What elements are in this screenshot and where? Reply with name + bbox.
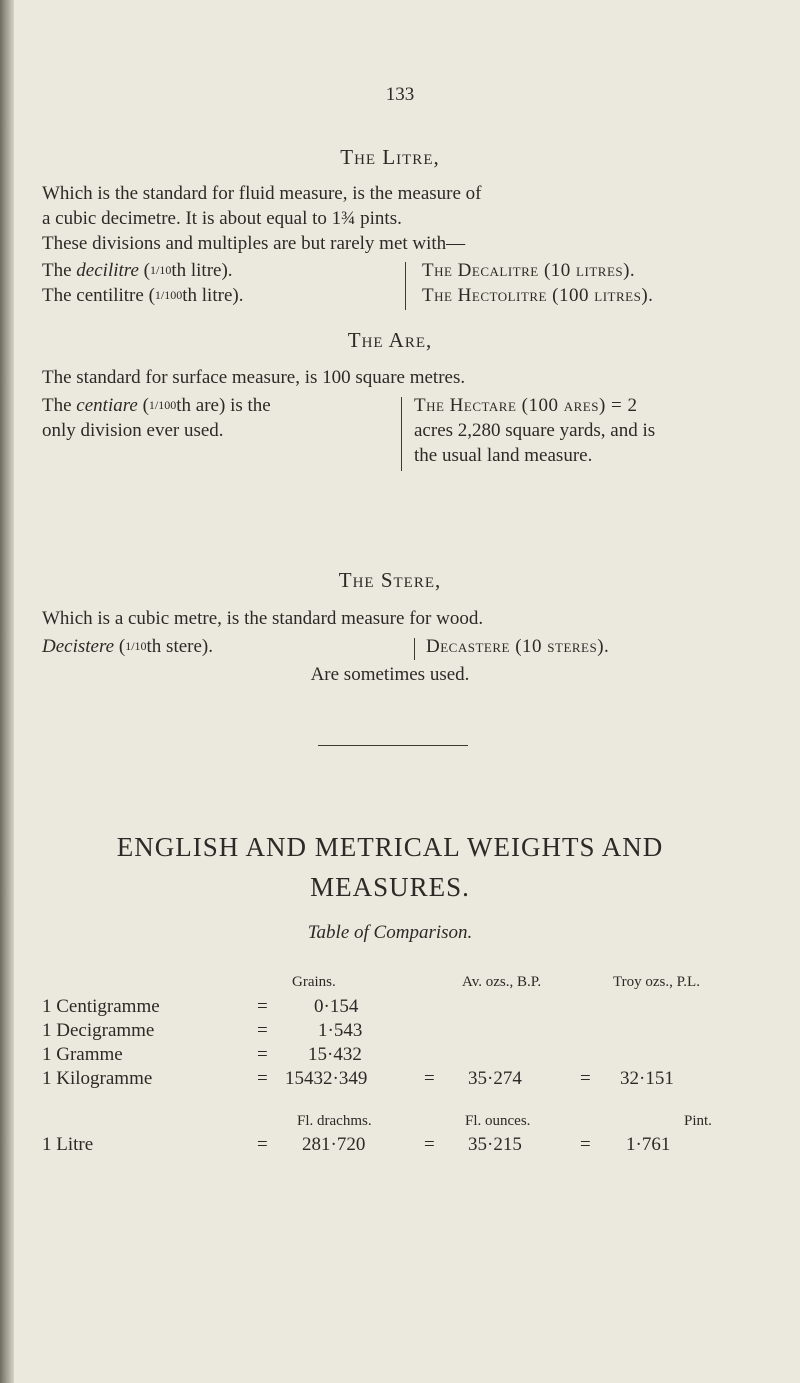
header-grains: Grains.	[292, 974, 336, 990]
hectare-line-3: the usual land measure.	[414, 445, 593, 466]
litre-line-2: a cubic decimetre. It is about equal to 1¾ pints.	[42, 208, 402, 229]
stere-line: Which is a cubic metre, is the standard measure for wood.	[42, 608, 484, 629]
centiare-name: centiare	[76, 395, 138, 416]
header-av-ozs: Av. ozs., B.P.	[462, 974, 542, 990]
are-line: The standard for surface measure, is 100 square metres.	[42, 367, 466, 388]
header-troy-ozs: Troy ozs., P.L.	[613, 974, 700, 990]
column-divider	[414, 638, 415, 660]
row-label: 1 Kilogramme	[42, 1068, 153, 1089]
column-divider	[405, 262, 406, 310]
decastere-item: Decastere (10 steres).	[426, 636, 610, 657]
decistere-rest: th stere).	[146, 636, 214, 657]
hectare-line-1: The Hectare (100 ares) = 2	[414, 395, 638, 416]
header-fl-drachms: Fl. drachms.	[297, 1113, 372, 1129]
row-label: 1 Gramme	[42, 1044, 123, 1065]
centiare-item: The centiare (1/100th are) is the	[42, 395, 271, 416]
row-grains: 1·543	[318, 1020, 363, 1041]
litre-row-label: 1 Litre	[42, 1134, 94, 1155]
row-eq: =	[580, 1134, 591, 1155]
litre-heading: The Litre,	[340, 145, 440, 169]
row-grains: 15·432	[308, 1044, 362, 1065]
decistere-name: Decistere	[42, 636, 115, 657]
row-eq: =	[257, 1020, 268, 1041]
centilitre-name: centilitre	[76, 285, 144, 306]
centilitre-fraction: 1/100	[154, 288, 183, 302]
row-eq: =	[424, 1068, 435, 1089]
section-title-line-1: ENGLISH AND METRICAL WEIGHTS AND	[116, 832, 664, 862]
litre-ounces: 35·215	[468, 1134, 522, 1155]
row-troy-ozs: 32·151	[620, 1068, 674, 1089]
stere-footer: Are sometimes used.	[310, 664, 470, 685]
prefix: The	[42, 260, 72, 281]
litre-line-1: Which is the standard for fluid measure, is the measure of	[42, 183, 482, 204]
prefix: The	[42, 285, 72, 306]
row-grains: 0·154	[314, 996, 359, 1017]
page-number: 133	[385, 84, 415, 105]
hectolitre-item: The Hectolitre (100 litres).	[422, 285, 654, 306]
centiare-rest: th are) is the	[176, 395, 271, 416]
section-title-line-2: MEASURES.	[310, 872, 470, 902]
centiare-fraction: 1/100	[148, 398, 177, 412]
row-eq: =	[424, 1134, 435, 1155]
litre-line-3: These divisions and multiples are but rarely met with—	[42, 233, 466, 254]
row-eq: =	[580, 1068, 591, 1089]
column-divider	[401, 397, 402, 471]
stere-heading: The Stere,	[338, 568, 442, 592]
row-grains: 15432·349	[285, 1068, 368, 1089]
decistere-fraction: 1/10	[125, 639, 147, 653]
decilitre-item: The decilitre (1/10th litre).	[42, 260, 233, 281]
centiare-line-2: only division ever used.	[42, 420, 224, 441]
hectare-line-2: acres 2,280 square yards, and is	[414, 420, 656, 441]
row-eq: =	[257, 1068, 268, 1089]
row-eq: =	[257, 1134, 268, 1155]
row-eq: =	[257, 996, 268, 1017]
decistere-item: Decistere (1/10th stere).	[42, 636, 214, 657]
row-label: 1 Centigramme	[42, 996, 160, 1017]
litre-pint: 1·761	[626, 1134, 671, 1155]
header-fl-ounces: Fl. ounces.	[465, 1113, 531, 1129]
row-av-ozs: 35·274	[468, 1068, 522, 1089]
centilitre-rest: th litre).	[182, 285, 244, 306]
litre-drachms: 281·720	[302, 1134, 366, 1155]
row-label: 1 Decigramme	[42, 1020, 155, 1041]
decilitre-rest: th litre).	[171, 260, 233, 281]
row-eq: =	[257, 1044, 268, 1065]
decalitre-item: The Decalitre (10 litres).	[422, 260, 636, 281]
decilitre-name: decilitre	[76, 260, 139, 281]
are-heading: The Are,	[347, 328, 433, 352]
section-divider	[318, 745, 468, 746]
decilitre-fraction: 1/10	[149, 263, 172, 277]
header-pint: Pint.	[684, 1113, 712, 1129]
table-subtitle: Table of Comparison.	[307, 922, 473, 943]
centilitre-item: The centilitre (1/100th litre).	[42, 285, 244, 306]
